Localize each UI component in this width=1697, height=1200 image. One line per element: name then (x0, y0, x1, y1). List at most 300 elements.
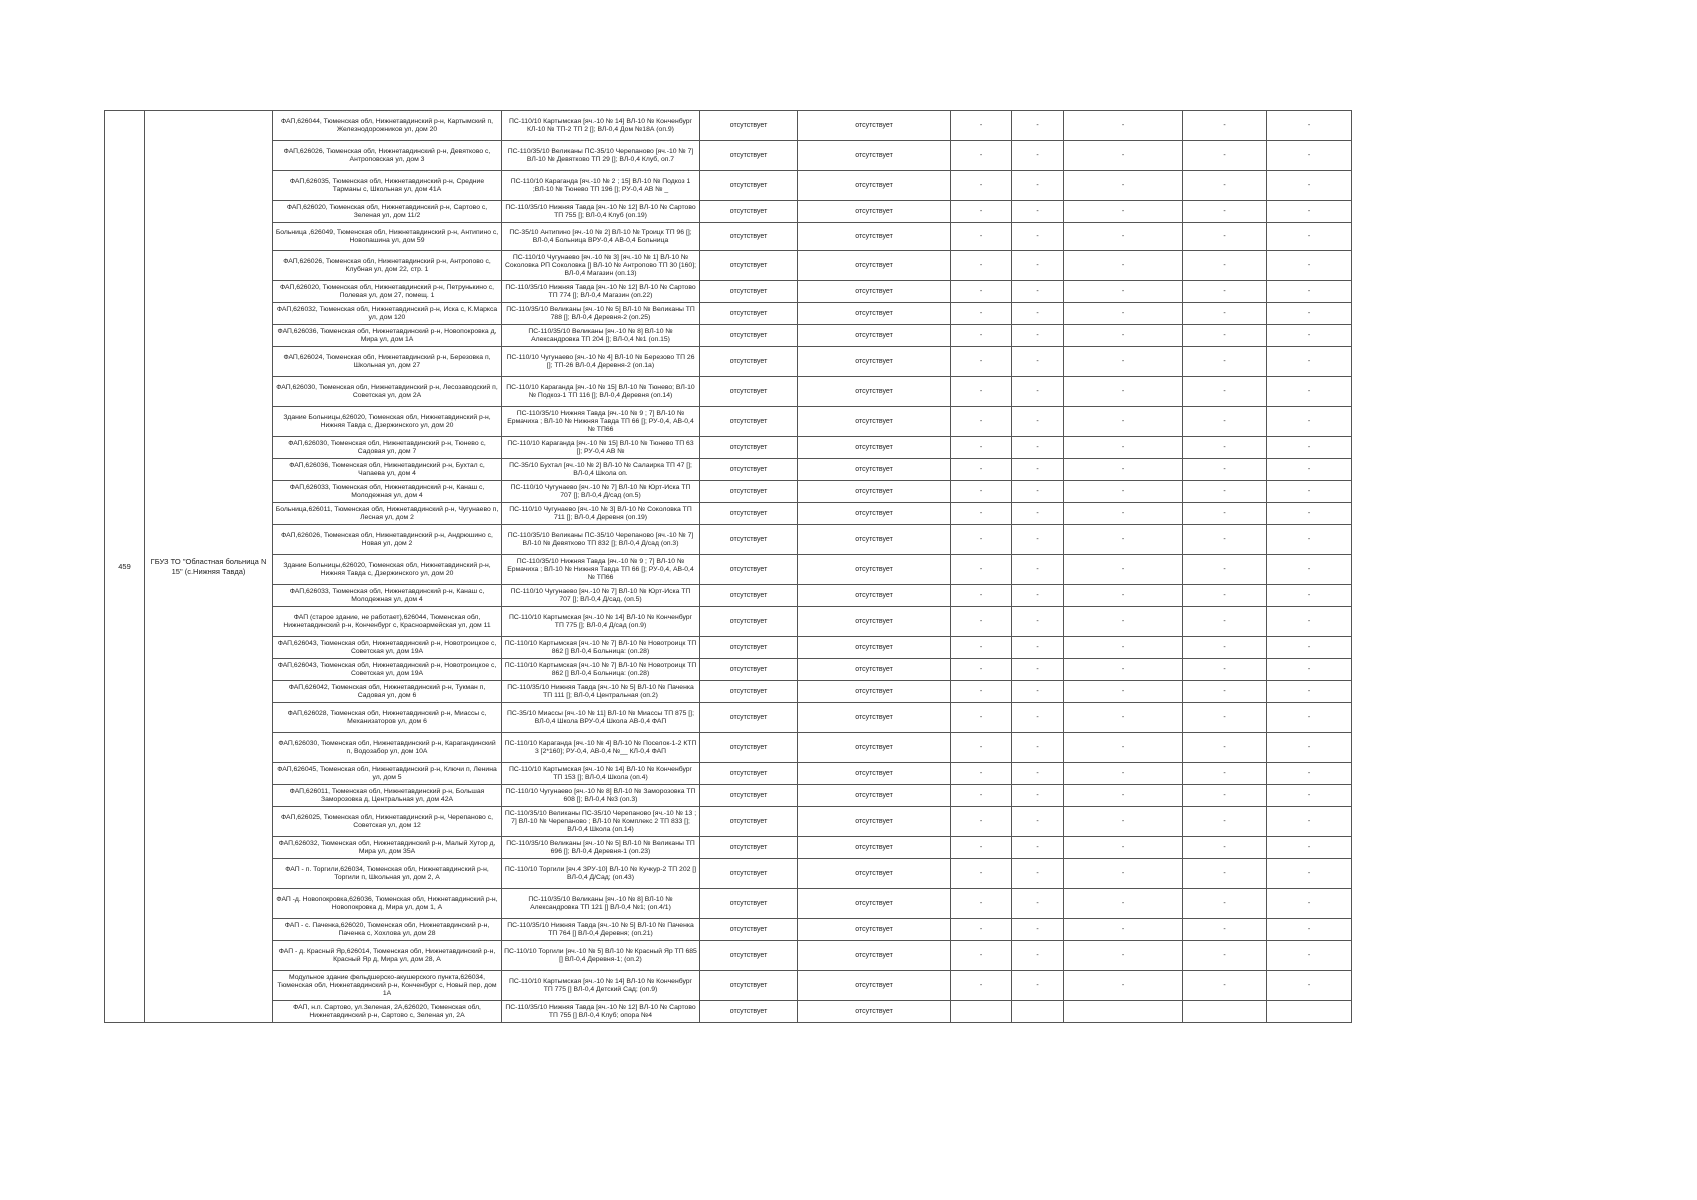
cell-dash-3: - (1064, 407, 1183, 437)
cell-dash-5: - (1267, 703, 1352, 733)
cell-dash-3: - (1064, 303, 1183, 325)
cell-status-a: отсутствует (700, 481, 798, 503)
cell-status-b: отсутствует (798, 223, 951, 251)
cell-power-source: ПС-110/10 Картымская [яч.-10 № 14] ВЛ-10 № Конченбург КЛ-10 № ТП-2 ТП 2 []; ВЛ-0,4 Дом №18А (оп.9) (502, 111, 700, 141)
cell-dash-5: - (1267, 807, 1352, 837)
cell-dash-1: - (951, 111, 1012, 141)
cell-power-source: ПС-110/10 Караганда [яч.-10 № 2 ; 15] ВЛ-10 № Подкоз 1 ;ВЛ-10 № Тюнево ТП 196 []; РУ-0,4 АВ № _ (502, 171, 700, 201)
cell-status-a: отсутствует (700, 703, 798, 733)
table-row (105, 503, 1352, 525)
cell-dash-4: - (1183, 637, 1267, 659)
table-row (105, 281, 1352, 303)
cell-status-a: отсутствует (700, 503, 798, 525)
cell-dash-2: - (1012, 503, 1064, 525)
cell-dash-2: - (1012, 347, 1064, 377)
cell-dash-3: - (1064, 971, 1183, 1001)
cell-address: ФАП,626044, Тюменская обл, Нижнетавдинский р-н, Картымский п, Железнодорожников ул, дом 20 (273, 111, 502, 141)
cell-dash-4: - (1183, 807, 1267, 837)
cell-address: ФАП, н.п. Сартово, ул.Зеленая, 2А,626020, Тюменская обл, Нижнетавдинский р-н, Сартово с, Зеленая ул, 2А (273, 1001, 502, 1023)
cell-status-a: отсутствует (700, 837, 798, 859)
cell-power-source: ПС-110/35/10 Нижняя Тавда [яч.-10 № 9 ; 7] ВЛ-10 № Ермачиха ; ВЛ-10 № Нижняя Тавда ТП 66 []; РУ-0,4, АВ-0,4 № ТП66 (502, 555, 700, 585)
cell-dash-2: - (1012, 201, 1064, 223)
cell-dash-2: - (1012, 919, 1064, 941)
cell-dash-2: - (1012, 251, 1064, 281)
cell-dash-4: - (1183, 201, 1267, 223)
cell-dash-1: - (951, 437, 1012, 459)
table-row (105, 785, 1352, 807)
table-row (105, 971, 1352, 1001)
cell-dash-5: - (1267, 859, 1352, 889)
cell-address: ФАП,626020, Тюменская обл, Нижнетавдинский р-н, Сартово с, Зеленая ул, дом 11/2 (273, 201, 502, 223)
cell-status-b: отсутствует (798, 919, 951, 941)
cell-dash-3: - (1064, 607, 1183, 637)
cell-status-b: отсутствует (798, 325, 951, 347)
cell-dash-4: - (1183, 659, 1267, 681)
cell-dash-4: - (1183, 785, 1267, 807)
cell-status-b: отсутствует (798, 407, 951, 437)
cell-dash-5: - (1267, 889, 1352, 919)
cell-status-a: отсутствует (700, 437, 798, 459)
cell-dash-1: - (951, 837, 1012, 859)
data-table (104, 110, 1352, 1023)
cell-dash-2: - (1012, 889, 1064, 919)
cell-dash-1: - (951, 347, 1012, 377)
cell-power-source: ПС-110/35/10 Великаны ПС-35/10 Черепаново [яч.-10 № 7] ВЛ-10 № Девятково ТП 29 []; ВЛ-0,4 Клуб, оп.7 (502, 141, 700, 171)
cell-dash-3: - (1064, 251, 1183, 281)
cell-dash-3: - (1064, 347, 1183, 377)
cell-power-source: ПС-110/10 Картымская [яч.-10 № 7] ВЛ-10 № Новотроицк ТП 862 [] ВЛ-0,4 Больница: (оп.28) (502, 659, 700, 681)
cell-dash-1: - (951, 607, 1012, 637)
cell-dash-3: - (1064, 585, 1183, 607)
table-row (105, 1001, 1352, 1023)
cell-address: ФАП,626028, Тюменская обл, Нижнетавдинский р-н, Миассы с, Механизаторов ул, дом 6 (273, 703, 502, 733)
cell-dash-3: - (1064, 807, 1183, 837)
cell-status-a: отсутствует (700, 971, 798, 1001)
cell-dash-5: - (1267, 303, 1352, 325)
cell-dash-4: - (1183, 437, 1267, 459)
cell-dash-4: - (1183, 971, 1267, 1001)
cell-address: ФАП (старое здание, не работает),626044, Тюменская обл, Нижнетавдинский р-н, Конченбург с, Красноармейская ул, дом 11 (273, 607, 502, 637)
cell-dash-4: - (1183, 223, 1267, 251)
cell-dash-3: - (1064, 325, 1183, 347)
cell-dash-4: - (1183, 503, 1267, 525)
cell-status-a: отсутствует (700, 555, 798, 585)
cell-dash-1: - (951, 555, 1012, 585)
cell-dash-1: - (951, 503, 1012, 525)
cell-dash-2: - (1012, 971, 1064, 1001)
cell-power-source: ПС-110/35/10 Нижняя Тавда [яч.-10 № 12] ВЛ-10 № Сартово ТП 755 []; ВЛ-0,4 Клуб (оп.19) (502, 201, 700, 223)
cell-dash-3: - (1064, 201, 1183, 223)
cell-dash-3: - (1064, 919, 1183, 941)
cell-status-a: отсутствует (700, 607, 798, 637)
cell-status-a: отсутствует (700, 407, 798, 437)
cell-address: Здание Больницы,626020, Тюменская обл, Нижнетавдинский р-н, Нижняя Тавда с, Дзержинского ул, дом 20 (273, 407, 502, 437)
cell-dash-5: - (1267, 555, 1352, 585)
table-row (105, 837, 1352, 859)
cell-dash-4: - (1183, 111, 1267, 141)
cell-status-b: отсутствует (798, 681, 951, 703)
cell-power-source: ПС-110/10 Картымская [яч.-10 № 14] ВЛ-10 № Конченбург ТП 775 []; ВЛ-0,4 Д/сад (оп.9) (502, 607, 700, 637)
cell-address: ФАП,626030, Тюменская обл, Нижнетавдинский р-н, Лесозаводский п, Советская ул, дом 2А (273, 377, 502, 407)
cell-dash-5: - (1267, 607, 1352, 637)
cell-dash-1: - (951, 171, 1012, 201)
cell-power-source: ПС-110/35/10 Великаны [яч.-10 № 8] ВЛ-10 № Александровка ТП 204 []; ВЛ-0,4 №1 (оп.15) (502, 325, 700, 347)
cell-address: ФАП,626011, Тюменская обл, Нижнетавдинский р-н, Большая Заморозовка д, Центральная ул, дом 42А (273, 785, 502, 807)
cell-dash-5: - (1267, 437, 1352, 459)
cell-address: ФАП,626030, Тюменская обл, Нижнетавдинский р-н, Тюнево с, Садовая ул, дом 7 (273, 437, 502, 459)
table-row (105, 681, 1352, 703)
cell-dash-5: - (1267, 325, 1352, 347)
cell-dash-4: - (1183, 459, 1267, 481)
table-row (105, 223, 1352, 251)
cell-address: Здание Больницы,626020, Тюменская обл, Нижнетавдинский р-н, Нижняя Тавда с, Дзержинского ул, дом 20 (273, 555, 502, 585)
cell-status-b: отсутствует (798, 703, 951, 733)
cell-dash-1: - (951, 703, 1012, 733)
cell-power-source: ПС-110/10 Караганда [яч.-10 № 4] ВЛ-10 № Поселок-1-2 КТП 3 [2*160]; РУ-0,4, АВ-0,4 №__ КЛ-0,4 ФАП (502, 733, 700, 763)
cell-status-b: отсутствует (798, 437, 951, 459)
cell-status-a: отсутствует (700, 347, 798, 377)
cell-status-a: отсутствует (700, 223, 798, 251)
cell-dash-4: - (1183, 733, 1267, 763)
cell-dash-2: - (1012, 637, 1064, 659)
cell-dash-1: - (951, 481, 1012, 503)
cell-power-source: ПС-110/10 Картымская [яч.-10 № 14] ВЛ-10 № Конченбург ТП 775 [] ВЛ-0,4 Детский Сад; (оп.9) (502, 971, 700, 1001)
cell-dash-2: - (1012, 585, 1064, 607)
cell-dash-2: - (1012, 785, 1064, 807)
cell-dash-1: - (951, 889, 1012, 919)
cell-dash-4: - (1183, 407, 1267, 437)
cell-status-b: отсутствует (798, 1001, 951, 1023)
table-row (105, 303, 1352, 325)
cell-status-b: отсутствует (798, 251, 951, 281)
cell-dash-3: - (1064, 941, 1183, 971)
cell-address: ФАП,626032, Тюменская обл, Нижнетавдинский р-н, Иска с, К.Маркса ул, дом 120 (273, 303, 502, 325)
table-row (105, 347, 1352, 377)
cell-status-b: отсутствует (798, 141, 951, 171)
cell-power-source: ПС-110/10 Чугунаево [яч.-10 № 3] [яч.-10 № 1] ВЛ-10 № Соколовка РП Соколовка [] ВЛ-10 № Антропово ТП 30 [160]; ВЛ-0,4 Магазин (оп.13) (502, 251, 700, 281)
cell-address: ФАП,626030, Тюменская обл, Нижнетавдинский р-н, Карагандинский п, Водозабор ул, дом 10А (273, 733, 502, 763)
cell-dash-5: - (1267, 377, 1352, 407)
cell-dash-5: - (1267, 919, 1352, 941)
cell-dash-5: - (1267, 141, 1352, 171)
cell-dash-4: - (1183, 325, 1267, 347)
cell-dash-1: - (951, 807, 1012, 837)
table-row (105, 919, 1352, 941)
cell-dash-2: - (1012, 607, 1064, 637)
cell-dash-1: - (951, 941, 1012, 971)
cell-address: Модульное здание фельдшерско-акушерского пункта,626034, Тюменская обл, Нижнетавдинский р-н, Конченбург с, Новый пер, дом 1А (273, 971, 502, 1001)
cell-address: ФАП,626025, Тюменская обл, Нижнетавдинский р-н, Черепаново с, Советская ул, дом 12 (273, 807, 502, 837)
cell-dash-5: - (1267, 251, 1352, 281)
cell-address: Больница,626011, Тюменская обл, Нижнетавдинский р-н, Чугунаево п, Лесная ул, дом 2 (273, 503, 502, 525)
cell-dash-2: - (1012, 681, 1064, 703)
table-row (105, 325, 1352, 347)
cell-dash-4: - (1183, 941, 1267, 971)
table-row (105, 941, 1352, 971)
cell-address: ФАП,626026, Тюменская обл, Нижнетавдинский р-н, Антропово с, Клубная ул, дом 22, стр. 1 (273, 251, 502, 281)
table-row (105, 201, 1352, 223)
cell-status-b: отсутствует (798, 347, 951, 377)
cell-status-b: отсутствует (798, 555, 951, 585)
cell-dash-3: - (1064, 223, 1183, 251)
cell-address: ФАП - д. Красный Яр,626014, Тюменская обл, Нижнетавдинский р-н, Красный Яр д, Мира ул, дом 28, А (273, 941, 502, 971)
cell-dash-3: - (1064, 481, 1183, 503)
cell-dash-4: - (1183, 251, 1267, 281)
cell-dash-1: - (951, 201, 1012, 223)
cell-power-source: ПС-110/10 Картымская [яч.-10 № 7] ВЛ-10 № Новотроицк ТП 862 [] ВЛ-0,4 Больница: (оп.28) (502, 637, 700, 659)
cell-address: ФАП,626032, Тюменская обл, Нижнетавдинский р-н, Малый Хутор д, Мира ул, дом 35А (273, 837, 502, 859)
cell-status-a: отсутствует (700, 459, 798, 481)
cell-address: ФАП - с. Паченка,626020, Тюменская обл, Нижнетавдинский р-н, Паченка с, Хохлова ул, дом 28 (273, 919, 502, 941)
cell-dash-3: - (1064, 171, 1183, 201)
cell-address: ФАП,626033, Тюменская обл, Нижнетавдинский р-н, Канаш с, Молодежная ул, дом 4 (273, 585, 502, 607)
table-row (105, 171, 1352, 201)
cell-power-source: ПС-110/35/10 Великаны [яч.-10 № 5] ВЛ-10 № Великаны ТП 788 []; ВЛ-0,4 Деревня-2 (оп.25) (502, 303, 700, 325)
cell-dash-5: - (1267, 585, 1352, 607)
cell-dash-3: - (1064, 837, 1183, 859)
cell-dash-5: - (1267, 347, 1352, 377)
cell-address: ФАП,626045, Тюменская обл, Нижнетавдинский р-н, Ключи п, Ленина ул, дом 5 (273, 763, 502, 785)
cell-status-b: отсутствует (798, 459, 951, 481)
cell-status-b: отсутствует (798, 659, 951, 681)
table-row (105, 481, 1352, 503)
cell-dash-4: - (1183, 837, 1267, 859)
cell-address: ФАП,626020, Тюменская обл, Нижнетавдинский р-н, Петрунькино с, Полевая ул, дом 27, помещ. 1 (273, 281, 502, 303)
cell-status-b: отсутствует (798, 941, 951, 971)
cell-address: ФАП - п. Торгили,626034, Тюменская обл, Нижнетавдинский р-н, Торгили п, Школьная ул, дом 2, А (273, 859, 502, 889)
cell-dash-4 (1183, 1001, 1267, 1023)
cell-dash-2: - (1012, 111, 1064, 141)
cell-power-source: ПС-110/10 Чугунаево [яч.-10 № 7] ВЛ-10 № Юрт-Иска ТП 707 []; ВЛ-0,4 Д/сад, (оп.5) (502, 585, 700, 607)
table-row (105, 889, 1352, 919)
cell-dash-2: - (1012, 325, 1064, 347)
cell-power-source: ПС-35/10 Миассы [яч.-10 № 11] ВЛ-10 № Миассы ТП 875 []; ВЛ-0,4 Школа ВРУ-0,4 Школа АВ-0,4 ФАП (502, 703, 700, 733)
cell-status-b: отсутствует (798, 303, 951, 325)
cell-power-source: ПС-110/35/10 Нижняя Тавда [яч.-10 № 5] ВЛ-10 № Паченка ТП 111 []; ВЛ-0,4 Центральная (оп.2) (502, 681, 700, 703)
table-row (105, 703, 1352, 733)
cell-address: ФАП,626036, Тюменская обл, Нижнетавдинский р-н, Бухтал с, Чапаева ул, дом 4 (273, 459, 502, 481)
cell-dash-1 (951, 1001, 1012, 1023)
cell-dash-4: - (1183, 889, 1267, 919)
cell-dash-2: - (1012, 555, 1064, 585)
cell-dash-2: - (1012, 141, 1064, 171)
cell-dash-3: - (1064, 437, 1183, 459)
table-body (105, 111, 1352, 1023)
cell-address: ФАП,626024, Тюменская обл, Нижнетавдинский р-н, Березовка п, Школьная ул, дом 27 (273, 347, 502, 377)
cell-status-a: отсутствует (700, 201, 798, 223)
cell-dash-5: - (1267, 171, 1352, 201)
cell-status-a: отсутствует (700, 941, 798, 971)
cell-dash-1: - (951, 377, 1012, 407)
cell-dash-3: - (1064, 659, 1183, 681)
cell-dash-4: - (1183, 141, 1267, 171)
cell-dash-1: - (951, 859, 1012, 889)
cell-status-b: отсутствует (798, 503, 951, 525)
cell-dash-1: - (951, 919, 1012, 941)
cell-status-a: отсутствует (700, 111, 798, 141)
cell-status-a: отсутствует (700, 525, 798, 555)
cell-status-a: отсутствует (700, 585, 798, 607)
cell-dash-1: - (951, 407, 1012, 437)
cell-dash-5: - (1267, 407, 1352, 437)
cell-address: ФАП -д. Новопокровка,626036, Тюменская обл, Нижнетавдинский р-н, Новопокровка д, Мира ул, дом 1, А (273, 889, 502, 919)
cell-dash-2: - (1012, 703, 1064, 733)
cell-dash-2: - (1012, 437, 1064, 459)
cell-dash-1: - (951, 525, 1012, 555)
cell-dash-3: - (1064, 503, 1183, 525)
cell-power-source: ПС-110/35/10 Нижняя Тавда [яч.-10 № 9 ; 7] ВЛ-10 № Ермачиха ; ВЛ-10 № Нижняя Тавда ТП 66 []; РУ-0,4, АВ-0,4 № ТП66 (502, 407, 700, 437)
cell-dash-5: - (1267, 201, 1352, 223)
cell-dash-5: - (1267, 281, 1352, 303)
cell-status-a: отсутствует (700, 171, 798, 201)
cell-power-source: ПС-110/35/10 Нижняя Тавда [яч.-10 № 12] ВЛ-10 № Сартово ТП 774 []; ВЛ-0,4 Магазин (оп.22) (502, 281, 700, 303)
cell-status-b: отсутствует (798, 201, 951, 223)
table-row (105, 659, 1352, 681)
cell-status-a: отсутствует (700, 785, 798, 807)
cell-dash-2: - (1012, 733, 1064, 763)
cell-dash-5: - (1267, 503, 1352, 525)
cell-power-source: ПС-110/10 Торгили [яч.4 ЗРУ-10] ВЛ-10 № Кучкур-2 ТП 202 [] ВЛ-0,4 Д/Сад; (оп.43) (502, 859, 700, 889)
cell-dash-1: - (951, 585, 1012, 607)
cell-dash-4: - (1183, 919, 1267, 941)
table-row (105, 555, 1352, 585)
cell-dash-3: - (1064, 733, 1183, 763)
cell-dash-4: - (1183, 171, 1267, 201)
cell-status-a: отсутствует (700, 733, 798, 763)
cell-address: ФАП,626043, Тюменская обл, Нижнетавдинский р-н, Новотроицкое с, Советская ул, дом 19А (273, 659, 502, 681)
cell-dash-2: - (1012, 659, 1064, 681)
cell-dash-2: - (1012, 763, 1064, 785)
cell-dash-4: - (1183, 481, 1267, 503)
cell-power-source: ПС-110/35/10 Великаны [яч.-10 № 8] ВЛ-10 № Александровка ТП 121 [] ВЛ-0,4 №1; (оп.4/1) (502, 889, 700, 919)
cell-dash-2: - (1012, 303, 1064, 325)
cell-status-a: отсутствует (700, 1001, 798, 1023)
cell-status-b: отсутствует (798, 607, 951, 637)
cell-address: ФАП,626035, Тюменская обл, Нижнетавдинский р-н, Средние Тарманы с, Школьная ул, дом 41А (273, 171, 502, 201)
cell-dash-4: - (1183, 377, 1267, 407)
cell-dash-4: - (1183, 281, 1267, 303)
cell-dash-3: - (1064, 703, 1183, 733)
cell-dash-2: - (1012, 481, 1064, 503)
cell-status-b: отсутствует (798, 859, 951, 889)
table-row (105, 251, 1352, 281)
table-row (105, 585, 1352, 607)
cell-status-b: отсутствует (798, 837, 951, 859)
cell-status-a: отсутствует (700, 281, 798, 303)
cell-dash-5: - (1267, 971, 1352, 1001)
cell-dash-5: - (1267, 763, 1352, 785)
cell-dash-5: - (1267, 637, 1352, 659)
table-row (105, 437, 1352, 459)
cell-dash-3: - (1064, 637, 1183, 659)
cell-status-b: отсутствует (798, 807, 951, 837)
table-row (105, 377, 1352, 407)
cell-dash-1: - (951, 763, 1012, 785)
cell-status-a: отсутствует (700, 251, 798, 281)
cell-dash-1: - (951, 659, 1012, 681)
cell-status-a: отсутствует (700, 763, 798, 785)
table-row (105, 525, 1352, 555)
cell-dash-2: - (1012, 459, 1064, 481)
cell-dash-4: - (1183, 347, 1267, 377)
cell-status-b: отсутствует (798, 111, 951, 141)
cell-dash-3: - (1064, 555, 1183, 585)
cell-address: ФАП,626042, Тюменская обл, Нижнетавдинский р-н, Тукман п, Садовая ул, дом 6 (273, 681, 502, 703)
cell-dash-3: - (1064, 141, 1183, 171)
cell-dash-2: - (1012, 525, 1064, 555)
cell-dash-1: - (951, 733, 1012, 763)
cell-status-a: отсутствует (700, 919, 798, 941)
cell-dash-2: - (1012, 377, 1064, 407)
cell-dash-3 (1064, 1001, 1183, 1023)
cell-address: ФАП,626026, Тюменская обл, Нижнетавдинский р-н, Андрюшино с, Новая ул, дом 2 (273, 525, 502, 555)
cell-power-source: ПС-110/35/10 Великаны ПС-35/10 Черепаново [яч.-10 № 7] ВЛ-10 № Девятково ТП 832 []; ВЛ-0,4 Д/сад (оп.3) (502, 525, 700, 555)
table-row (105, 459, 1352, 481)
cell-status-a: отсутствует (700, 303, 798, 325)
cell-dash-1: - (951, 637, 1012, 659)
cell-dash-4: - (1183, 585, 1267, 607)
cell-power-source: ПС-35/10 Антипино [яч.-10 № 2] ВЛ-10 № Троицк ТП 96 []; ВЛ-0,4 Больница ВРУ-0,4 АВ-0,4 Больница (502, 223, 700, 251)
table-row (105, 637, 1352, 659)
cell-dash-5: - (1267, 733, 1352, 763)
cell-dash-2: - (1012, 407, 1064, 437)
cell-status-b: отсутствует (798, 733, 951, 763)
cell-power-source: ПС-110/10 Караганда [яч.-10 № 15] ВЛ-10 № Тюнево; ВЛ-10 № Подкоз-1 ТП 116 []; ВЛ-0,4 Деревня (оп.14) (502, 377, 700, 407)
cell-address: ФАП,626036, Тюменская обл, Нижнетавдинский р-н, Новопокровка д, Мира ул, дом 1А (273, 325, 502, 347)
cell-power-source: ПС-110/10 Чугунаево [яч.-10 № 7] ВЛ-10 № Юрт-Иска ТП 707 []; ВЛ-0,4 Д/сад (оп.5) (502, 481, 700, 503)
cell-dash-3: - (1064, 525, 1183, 555)
cell-dash-4: - (1183, 303, 1267, 325)
cell-status-a: отсутствует (700, 889, 798, 919)
cell-dash-1: - (951, 325, 1012, 347)
cell-dash-1: - (951, 223, 1012, 251)
cell-dash-5: - (1267, 681, 1352, 703)
cell-address: ФАП,626043, Тюменская обл, Нижнетавдинский р-н, Новотроицкое с, Советская ул, дом 19А (273, 637, 502, 659)
table-row (105, 733, 1352, 763)
cell-dash-2: - (1012, 837, 1064, 859)
cell-status-b: отсутствует (798, 585, 951, 607)
cell-status-a: отсутствует (700, 325, 798, 347)
cell-dash-3: - (1064, 111, 1183, 141)
table-row (105, 111, 1352, 141)
cell-dash-5: - (1267, 223, 1352, 251)
cell-status-b: отсутствует (798, 481, 951, 503)
cell-dash-4: - (1183, 703, 1267, 733)
cell-power-source: ПС-35/10 Бухтал [яч.-10 № 2] ВЛ-10 № Салаирка ТП 47 []; ВЛ-0,4 Школа оп. (502, 459, 700, 481)
cell-status-b: отсутствует (798, 785, 951, 807)
cell-dash-4: - (1183, 681, 1267, 703)
cell-status-b: отсутствует (798, 763, 951, 785)
cell-status-a: отсутствует (700, 377, 798, 407)
cell-dash-5: - (1267, 659, 1352, 681)
cell-dash-3: - (1064, 763, 1183, 785)
cell-power-source: ПС-110/10 Картымская [яч.-10 № 14] ВЛ-10 № Конченбург ТП 153 []; ВЛ-0,4 Школа (оп.4) (502, 763, 700, 785)
cell-status-b: отсутствует (798, 525, 951, 555)
cell-address: ФАП,626033, Тюменская обл, Нижнетавдинский р-н, Канаш с, Молодежная ул, дом 4 (273, 481, 502, 503)
cell-power-source: ПС-110/10 Караганда [яч.-10 № 15] ВЛ-10 № Тюнево ТП 63 []; РУ-0,4 АВ № (502, 437, 700, 459)
cell-dash-5: - (1267, 481, 1352, 503)
cell-dash-5: - (1267, 525, 1352, 555)
cell-dash-5: - (1267, 459, 1352, 481)
table-row (105, 763, 1352, 785)
table-row (105, 859, 1352, 889)
cell-dash-2: - (1012, 807, 1064, 837)
table-row (105, 607, 1352, 637)
cell-dash-1: - (951, 681, 1012, 703)
cell-dash-4: - (1183, 763, 1267, 785)
cell-dash-1: - (951, 141, 1012, 171)
cell-status-b: отсутствует (798, 377, 951, 407)
